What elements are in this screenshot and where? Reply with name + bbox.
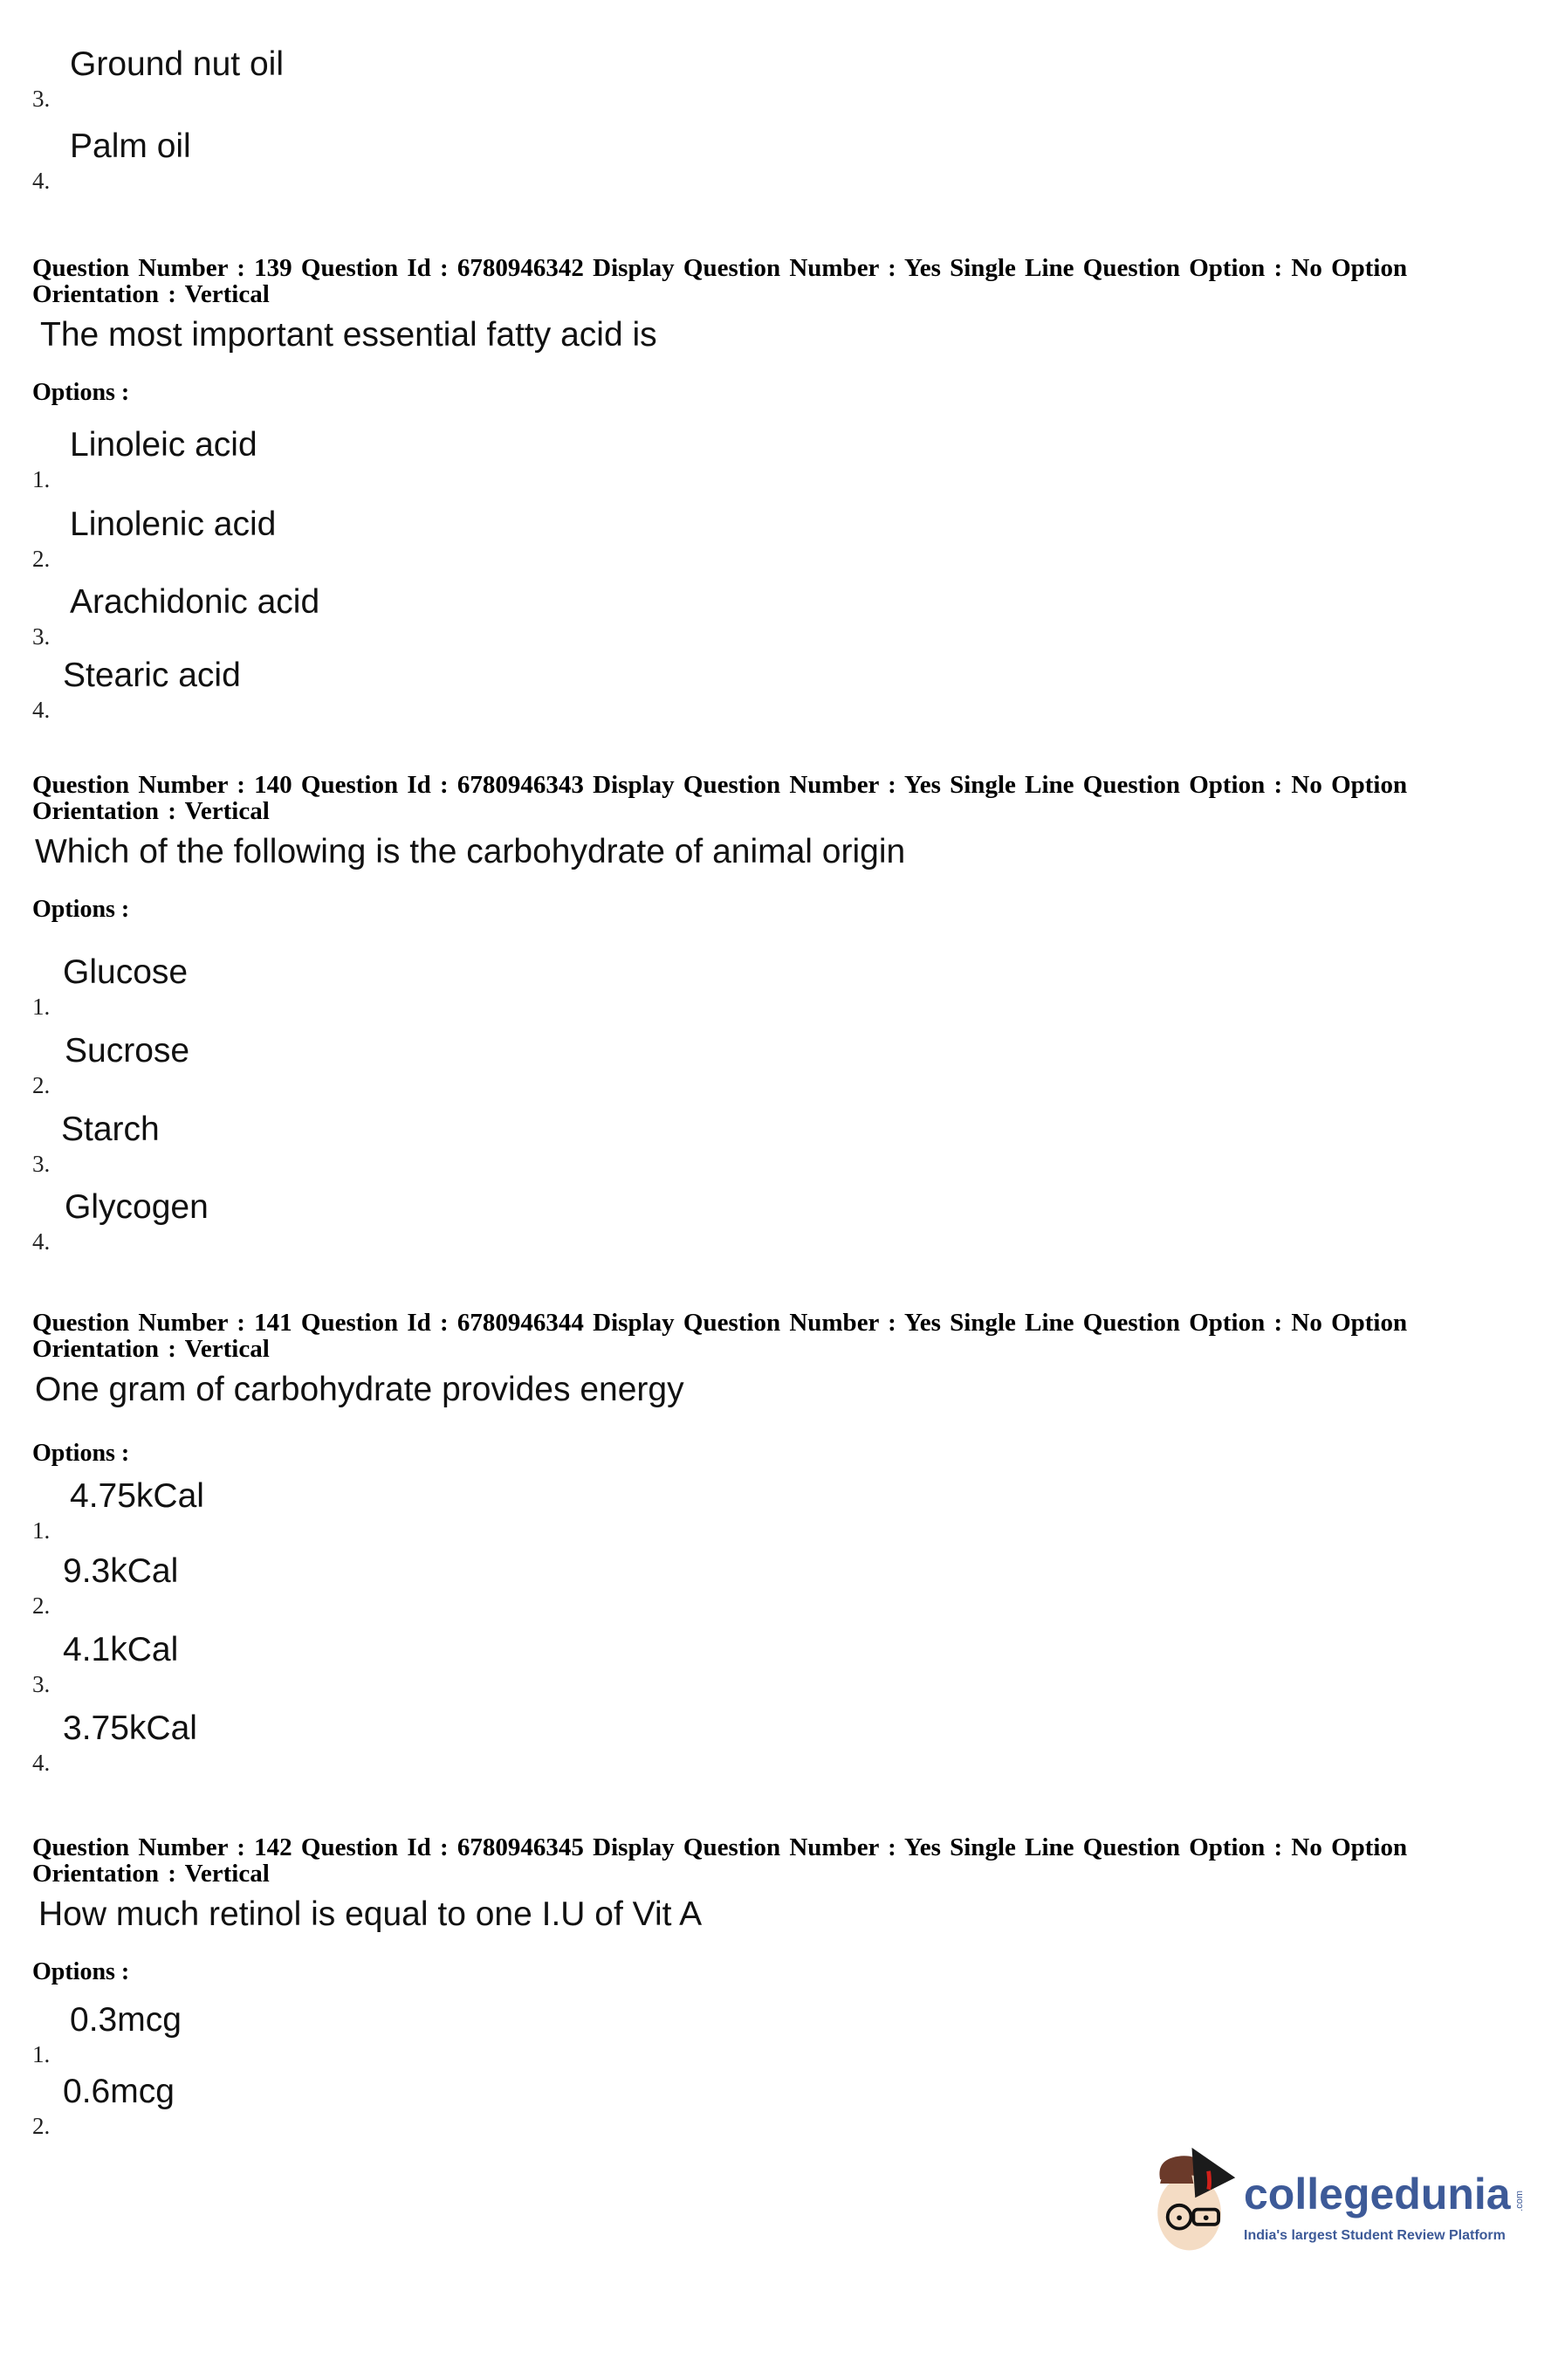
option-text: Arachidonic acid bbox=[70, 583, 320, 621]
option-3 bbox=[0, 45, 786, 115]
question-text: Which of the following is the carbohydrate of animal origin bbox=[35, 833, 906, 870]
option-2 bbox=[0, 1552, 786, 1622]
option-number: 3. bbox=[32, 1671, 51, 1697]
options-label: Options : bbox=[32, 896, 130, 923]
question-text: The most important essential fatty acid is bbox=[40, 316, 657, 354]
option-number: 2. bbox=[32, 1072, 51, 1098]
option-number: 1. bbox=[32, 994, 51, 1020]
option-text: 4.1kCal bbox=[63, 1631, 179, 1668]
option-4 bbox=[0, 127, 786, 197]
option-number: 4. bbox=[32, 697, 51, 723]
option-number: 3. bbox=[32, 86, 51, 112]
option-number: 1. bbox=[32, 2041, 51, 2067]
question-header: Question Number : 139 Question Id : 6780946342 Display Question Number : Yes Single Line Question Option : No Option Orientation : Vertical bbox=[32, 254, 1408, 308]
option-number: 1. bbox=[32, 466, 51, 492]
option-number: 3. bbox=[32, 1151, 51, 1177]
option-number: 2. bbox=[32, 1592, 51, 1619]
option-2 bbox=[0, 506, 786, 575]
option-text: Stearic acid bbox=[63, 657, 241, 694]
logo-tagline: India's largest Student Review Platform bbox=[1244, 2228, 1506, 2243]
options-label: Options : bbox=[32, 1440, 130, 1467]
options-label: Options : bbox=[32, 379, 130, 406]
option-text: 0.6mcg bbox=[63, 2073, 175, 2110]
option-number: 2. bbox=[32, 546, 51, 572]
option-text: Sucrose bbox=[65, 1032, 190, 1070]
option-4 bbox=[0, 1709, 786, 1779]
option-text: 9.3kCal bbox=[63, 1552, 179, 1590]
option-1 bbox=[0, 426, 786, 496]
option-number: 4. bbox=[32, 1228, 51, 1255]
option-1 bbox=[0, 2001, 786, 2071]
option-number: 2. bbox=[32, 2113, 51, 2139]
collegedunia-logo bbox=[1143, 2143, 1554, 2266]
option-text: 0.3mcg bbox=[70, 2001, 182, 2039]
question-header: Question Number : 141 Question Id : 6780946344 Display Question Number : Yes Single Line Question Option : No Option Orientation : Vertical bbox=[32, 1309, 1408, 1363]
option-text: 3.75kCal bbox=[63, 1709, 197, 1747]
option-3 bbox=[0, 1631, 786, 1701]
option-text: Ground nut oil bbox=[70, 45, 284, 83]
option-3 bbox=[0, 583, 786, 653]
option-text: Linolenic acid bbox=[70, 506, 277, 543]
option-number: 4. bbox=[32, 168, 51, 194]
option-text: Linoleic acid bbox=[70, 426, 257, 464]
option-3 bbox=[0, 1111, 786, 1180]
option-text: Starch bbox=[61, 1111, 160, 1148]
option-text: Palm oil bbox=[70, 127, 191, 165]
question-text: How much retinol is equal to one I.U of Vit A bbox=[38, 1895, 703, 1933]
option-text: 4.75kCal bbox=[70, 1477, 204, 1515]
logo-suffix: .com bbox=[1513, 2191, 1525, 2211]
option-text: Glucose bbox=[63, 953, 189, 991]
option-number: 4. bbox=[32, 1750, 51, 1776]
option-number: 3. bbox=[32, 623, 51, 650]
option-1 bbox=[0, 1477, 786, 1547]
question-header: Question Number : 142 Question Id : 6780946345 Display Question Number : Yes Single Line Question Option : No Option Orientation : Vertical bbox=[32, 1833, 1408, 1888]
option-number: 1. bbox=[32, 1517, 51, 1544]
options-label: Options : bbox=[32, 1958, 130, 1985]
logo-wordmark bbox=[1244, 2170, 1525, 2218]
option-text: Glycogen bbox=[65, 1188, 209, 1226]
option-4 bbox=[0, 657, 786, 726]
option-1 bbox=[0, 953, 786, 1023]
option-4 bbox=[0, 1188, 786, 1258]
mascot-icon bbox=[1143, 2143, 1239, 2261]
logo-brand: collegedunia bbox=[1244, 2170, 1511, 2218]
option-2 bbox=[0, 1032, 786, 1102]
question-text: One gram of carbohydrate provides energy bbox=[35, 1371, 684, 1408]
option-2 bbox=[0, 2073, 786, 2143]
question-header: Question Number : 140 Question Id : 6780946343 Display Question Number : Yes Single Line Question Option : No Option Orientation : Vertical bbox=[32, 771, 1408, 825]
